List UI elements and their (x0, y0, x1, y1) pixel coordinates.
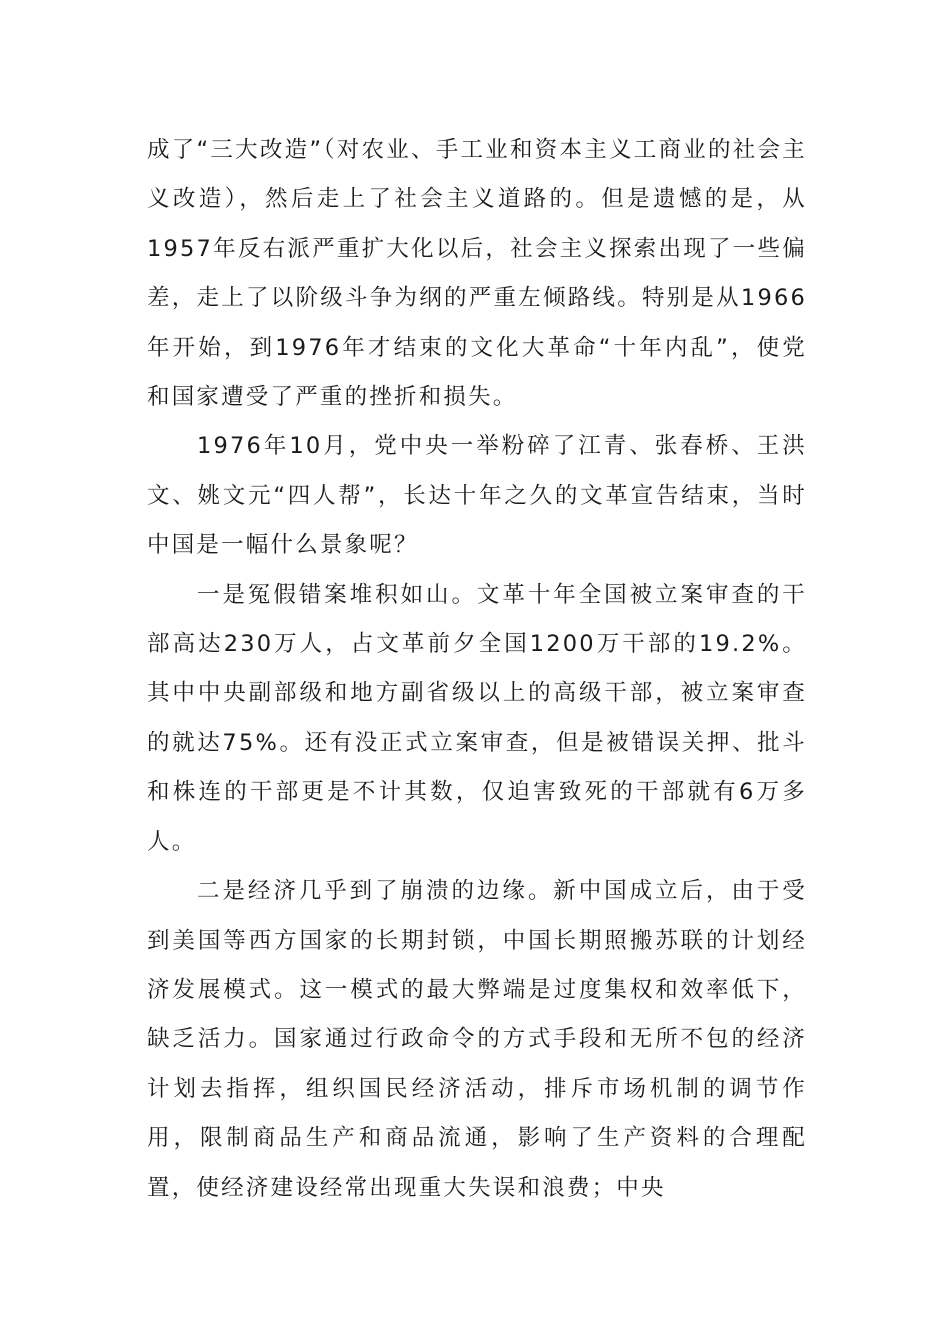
document-body (147, 126, 807, 1213)
paragraph-4: 二是经济几乎到了崩溃的边缘。新中国成立后，由于受到美国等西方国家的长期封锁，中国长期照搬苏联的计划经济发展模式。这一模式的最大弊端是过度集权和效率低下，缺乏活力。国家通过行政命令的方式手段和无所不包的经济计划去指挥，组织国民经济活动，排斥市场机制的调节作用，限制商品生产和商品流通，影响了生产资料的合理配置，使经济建设经常出现重大失误和浪费；中央 (147, 878, 807, 1201)
paragraph-3: 一是冤假错案堆积如山。文革十年全国被立案审查的干部高达230万人，占文革前夕全国1200万干部的19.2%。其中中央副部级和地方副省级以上的高级干部，被立案审查的就达75%。还有没正式立案审查，但是被错误关押、批斗和株连的干部更是不计其数，仅迫害致死的干部就有6万多人。 (147, 581, 807, 855)
paragraph-1: 成了“三大改造”（对农业、手工业和资本主义工商业的社会主义改造），然后走上了社会主义道路的。但是遗憾的是，从1957年反右派严重扩大化以后，社会主义探索出现了一些偏差，走上了以阶级斗争为纲的严重左倾路线。特别是从1966年开始，到1976年才结束的文化大革命“十年内乱”，使党和国家遭受了严重的挫折和损失。 (147, 137, 807, 411)
paragraph-2: 1976年10月，党中央一举粉碎了江青、张春桥、王洪文、姚文元“四人帮”，长达十年之久的文革宣告结束，当时中国是一幅什么景象呢？ (147, 433, 807, 559)
